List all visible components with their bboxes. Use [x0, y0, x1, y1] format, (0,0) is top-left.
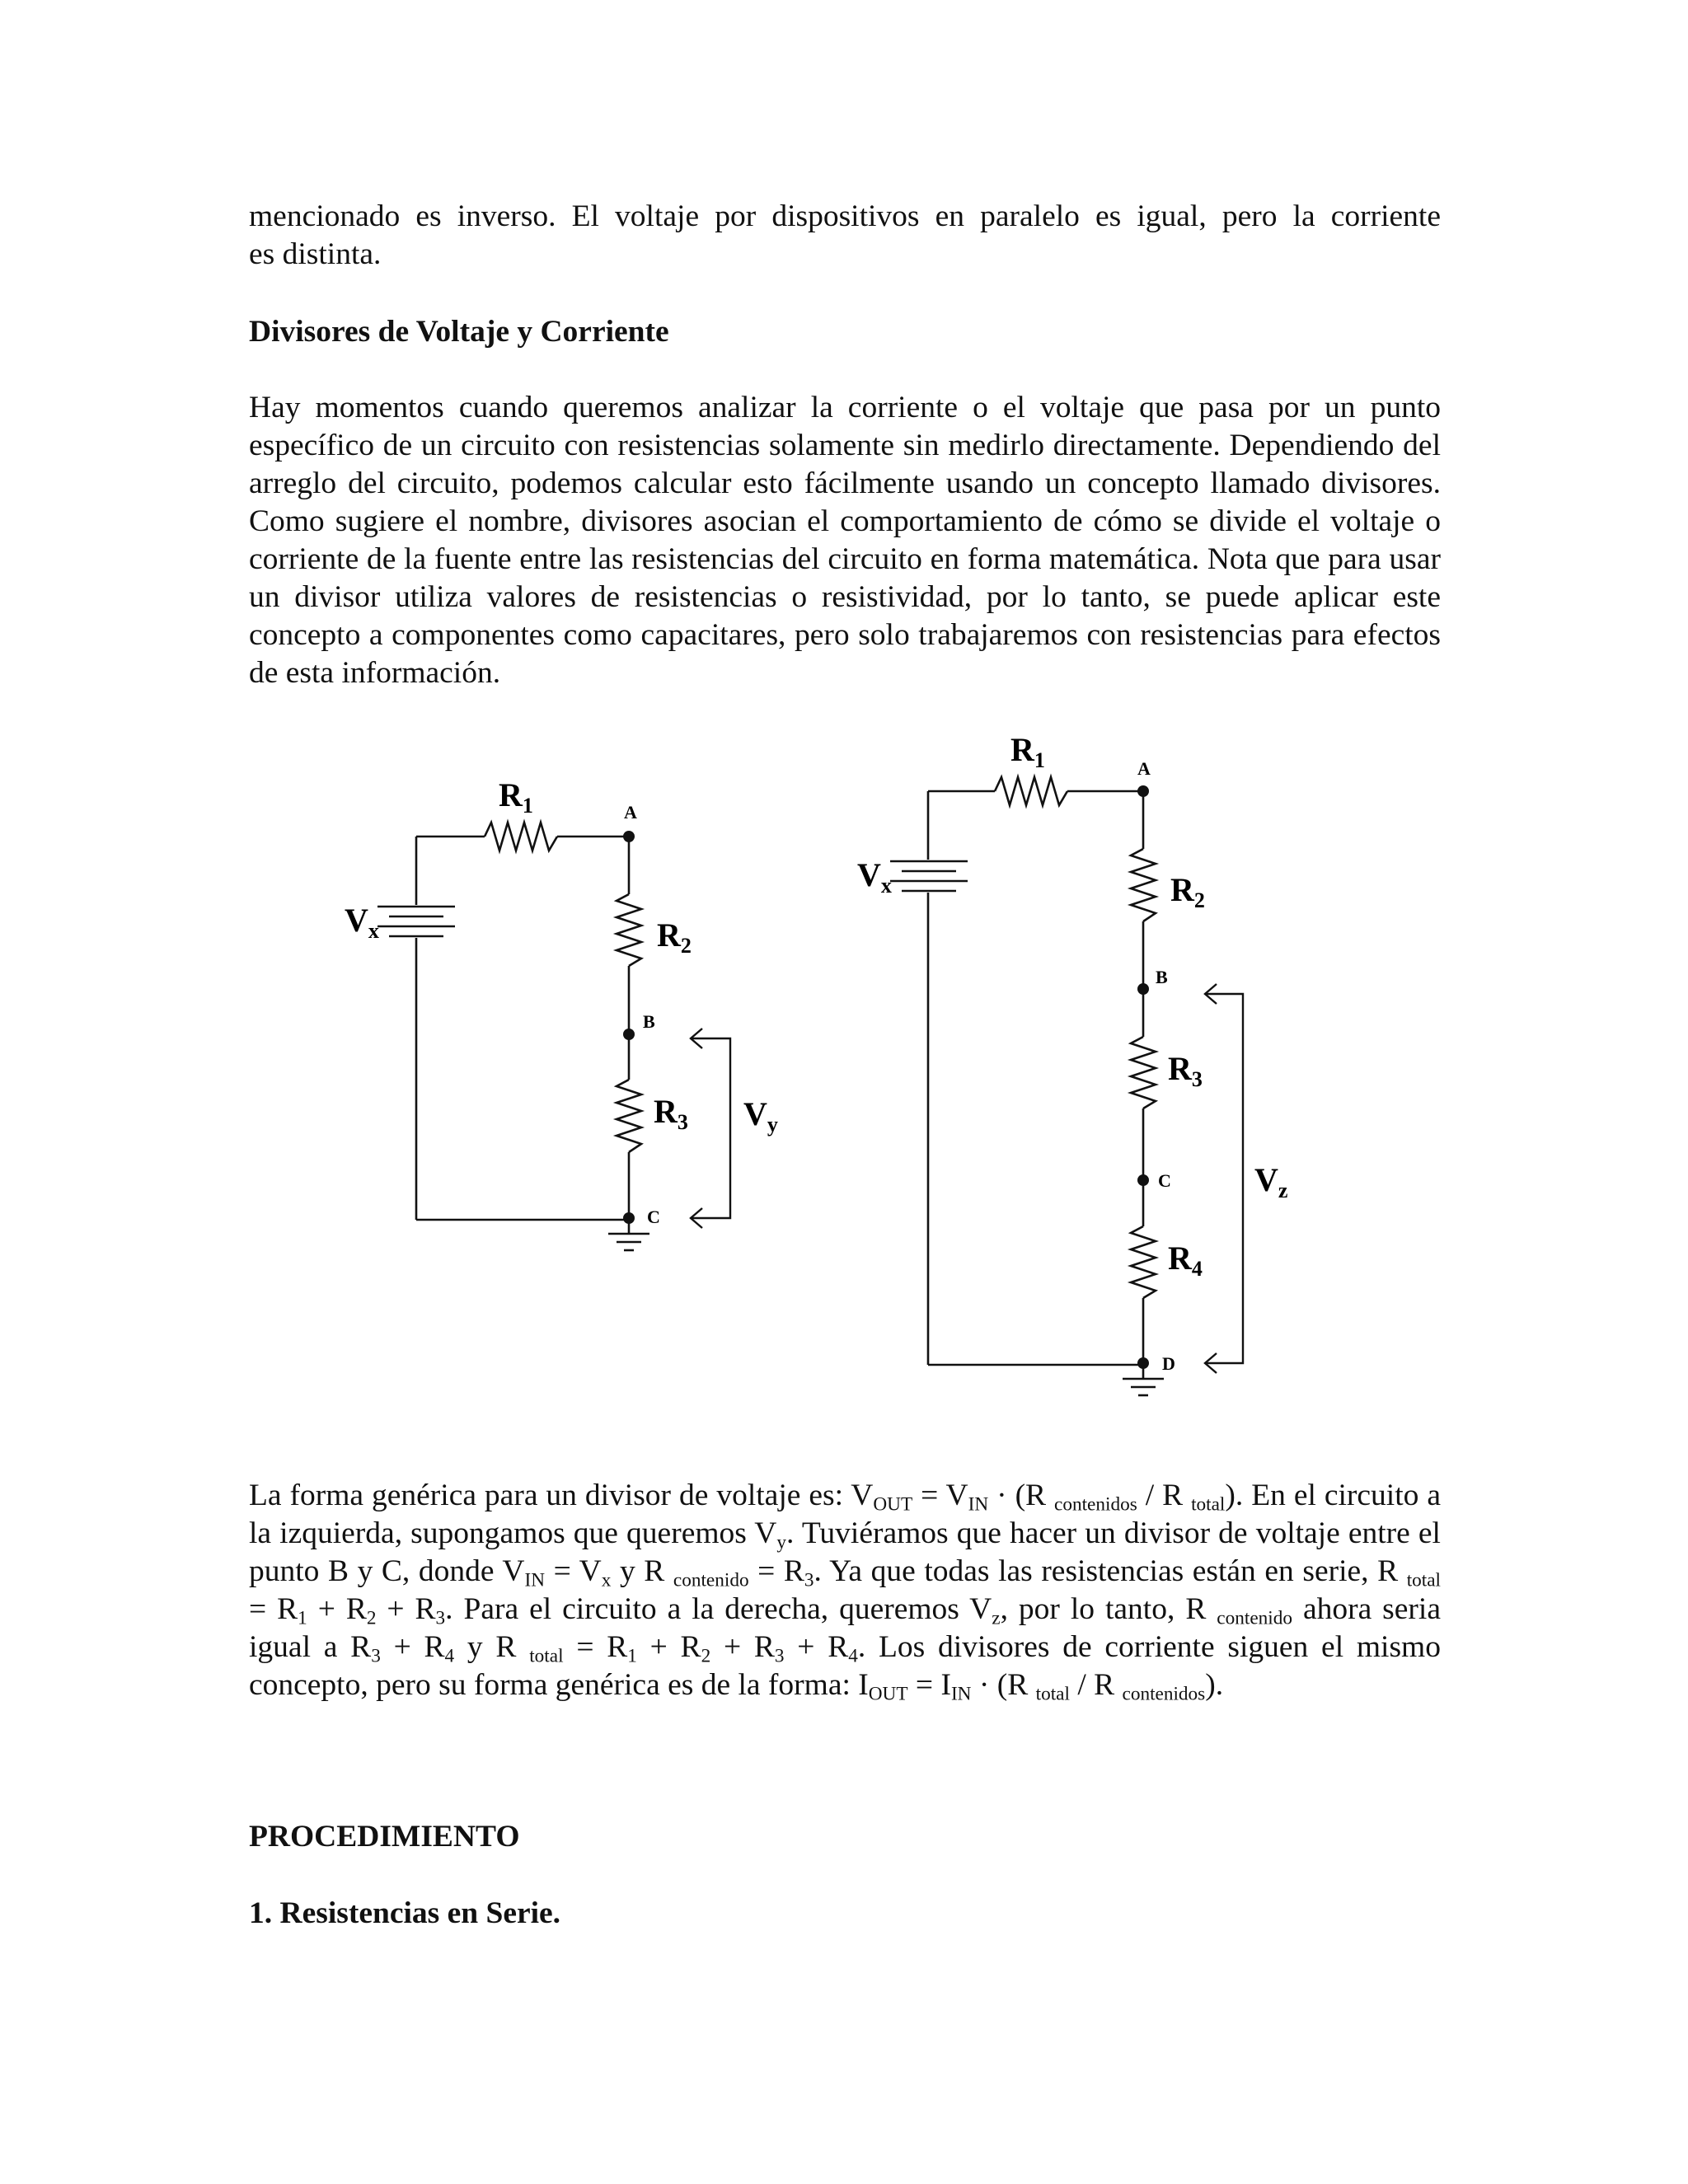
left-node-a-dot	[623, 831, 635, 842]
p2-text: + R	[784, 1630, 849, 1664]
p2-text: / R	[1069, 1668, 1123, 1702]
left-node-c-label: C	[647, 1207, 660, 1227]
paragraph-divisors-intro: Hay momentos cuando queremos analizar la corriente o el voltaje que pasa por un punto específico de un circuito con resistencias solamente sin medirlo directamente. Dependiendo del arreglo del circuito, podemos calcular esto fácilmente usando un concepto llamado divisores. Como sugiere el nombre, divisores asocian el comportamiento de cómo se divide el voltaje o corriente de la fuente entre las resistencias del circuito en forma matemática. Nota que para usar un divisor utiliza valores de resistencias o resistividad, por lo tanto, se puede aplicar este concepto a componentes como capacitares, pero solo trabajaremos con resistencias para efectos de esta información.	[249, 391, 1441, 690]
p2-text: + R	[636, 1630, 701, 1664]
p2-text: La forma genérica para un divisor de voltaje es: V	[249, 1479, 874, 1512]
heading-resistencias-serie: 1. Resistencias en Serie.	[249, 1896, 561, 1930]
p2-text: . Ya que todas las resistencias están en serie, R	[814, 1554, 1407, 1588]
left-vy-label: $V_y$	[743, 1095, 778, 1137]
p2-text: . Para el circuito a la derecha, queremos V	[445, 1592, 992, 1626]
right-vz-label: $V_z$	[1254, 1161, 1288, 1202]
p2-sub: y	[776, 1531, 786, 1554]
p2-text: = R	[748, 1554, 804, 1588]
p2-text: ahora seria igual a R	[249, 1592, 1441, 1664]
p2-sub: contenido	[673, 1569, 749, 1591]
p2-sub: OUT	[868, 1683, 908, 1705]
p2-text: / R	[1137, 1479, 1192, 1512]
p2-text: . Los divisores de corriente siguen el mismo concepto, pero su forma genérica es de la forma: I	[249, 1630, 1441, 1702]
p2-text: ). En el circuito a la izquierda, supongamos que queremos V	[249, 1479, 1441, 1550]
p2-sub: 4	[848, 1645, 858, 1667]
p2-sub: 3	[774, 1645, 785, 1667]
p2-sub: contenidos	[1054, 1493, 1137, 1516]
right-r2-label: $R_2$	[1170, 871, 1205, 912]
right-r3-resistor	[1131, 1037, 1156, 1108]
right-r3-label: $R_3$	[1168, 1050, 1203, 1091]
left-r1-resistor	[485, 823, 557, 851]
left-r3-label: $R_3$	[654, 1093, 688, 1134]
p2-text: = R	[249, 1592, 298, 1626]
p2-sub: IN	[524, 1569, 546, 1591]
left-r2-label: $R_2$	[657, 916, 692, 958]
p2-text: + R	[710, 1630, 775, 1664]
p2-sub: 3	[371, 1645, 381, 1667]
left-r1-label: $R_1$	[499, 776, 533, 818]
p2-sub: z	[992, 1607, 1001, 1629]
p2-sub: 2	[366, 1607, 377, 1629]
right-source-label: $V_x$	[857, 856, 892, 898]
circuit-right	[857, 731, 1287, 1395]
p2-sub: 1	[627, 1645, 637, 1667]
p2-sub: total	[529, 1645, 564, 1667]
section-title: Divisores de Voltaje y Corriente	[249, 315, 669, 349]
left-r3-resistor	[617, 1080, 641, 1152]
p2-sub: 1	[298, 1607, 307, 1629]
p2-text: ).	[1205, 1668, 1224, 1702]
intro-line-2: es distinta.	[249, 237, 382, 271]
p2-text: + R	[380, 1630, 445, 1664]
p2-sub: IN	[968, 1493, 989, 1516]
right-measure-bracket	[1205, 994, 1243, 1363]
p2-sub: total	[1035, 1683, 1070, 1705]
p2-text: , por lo tanto, R	[1000, 1592, 1217, 1626]
p2-text: . Tuviéramos que hacer un divisor de voltaje entre el punto B y C, donde V	[249, 1516, 1441, 1588]
right-r4-resistor	[1131, 1226, 1156, 1298]
p2-text: = V	[912, 1479, 968, 1512]
p2-sub: OUT	[873, 1493, 913, 1516]
right-node-a-label: A	[1137, 758, 1151, 779]
left-node-b-dot	[623, 1029, 635, 1040]
p2-sub: 2	[701, 1645, 711, 1667]
right-r2-resistor	[1131, 849, 1156, 921]
p2-text: y R	[611, 1554, 673, 1588]
p2-sub: contenido	[1217, 1607, 1292, 1629]
right-r4-label: $R_4$	[1168, 1240, 1203, 1281]
p2-text: + R	[307, 1592, 367, 1626]
right-r1-label: $R_1$	[1010, 731, 1045, 772]
p2-sub: 3	[804, 1569, 814, 1591]
paragraph-divider-formulas	[249, 1477, 1441, 1704]
right-node-c-label: C	[1158, 1170, 1171, 1191]
p2-sub: 3	[435, 1607, 446, 1629]
p2-sub: total	[1406, 1569, 1442, 1591]
circuit-left	[345, 776, 778, 1250]
right-node-a-dot	[1137, 785, 1149, 797]
right-r1-resistor	[995, 777, 1067, 805]
right-node-b-dot	[1137, 983, 1149, 995]
p2-sub: contenidos	[1122, 1683, 1206, 1705]
left-node-b-label: B	[643, 1011, 655, 1032]
left-node-a-label: A	[624, 802, 637, 823]
right-node-c-dot	[1137, 1174, 1149, 1186]
heading-procedimiento: PROCEDIMIENTO	[249, 1820, 520, 1854]
left-source-label: $V_x$	[345, 902, 379, 943]
p2-sub: x	[601, 1569, 612, 1591]
right-node-b-label: B	[1156, 967, 1168, 987]
p2-text: · (R	[988, 1479, 1055, 1512]
p2-text: · (R	[971, 1668, 1036, 1702]
p2-sub: total	[1191, 1493, 1226, 1516]
p2-text: = V	[545, 1554, 602, 1588]
p2-sub: 4	[444, 1645, 455, 1667]
left-r2-resistor	[617, 894, 641, 966]
p2-text: + R	[376, 1592, 436, 1626]
left-measure-bracket	[691, 1038, 730, 1218]
p2-text: = R	[563, 1630, 628, 1664]
right-node-d-label: D	[1162, 1353, 1175, 1374]
p2-sub: IN	[950, 1683, 972, 1705]
p2-text: = I	[907, 1668, 951, 1702]
p2-text: y R	[454, 1630, 530, 1664]
intro-line-1: mencionado es inverso. El voltaje por dispositivos en paralelo es igual, pero la corriente	[249, 199, 1441, 233]
